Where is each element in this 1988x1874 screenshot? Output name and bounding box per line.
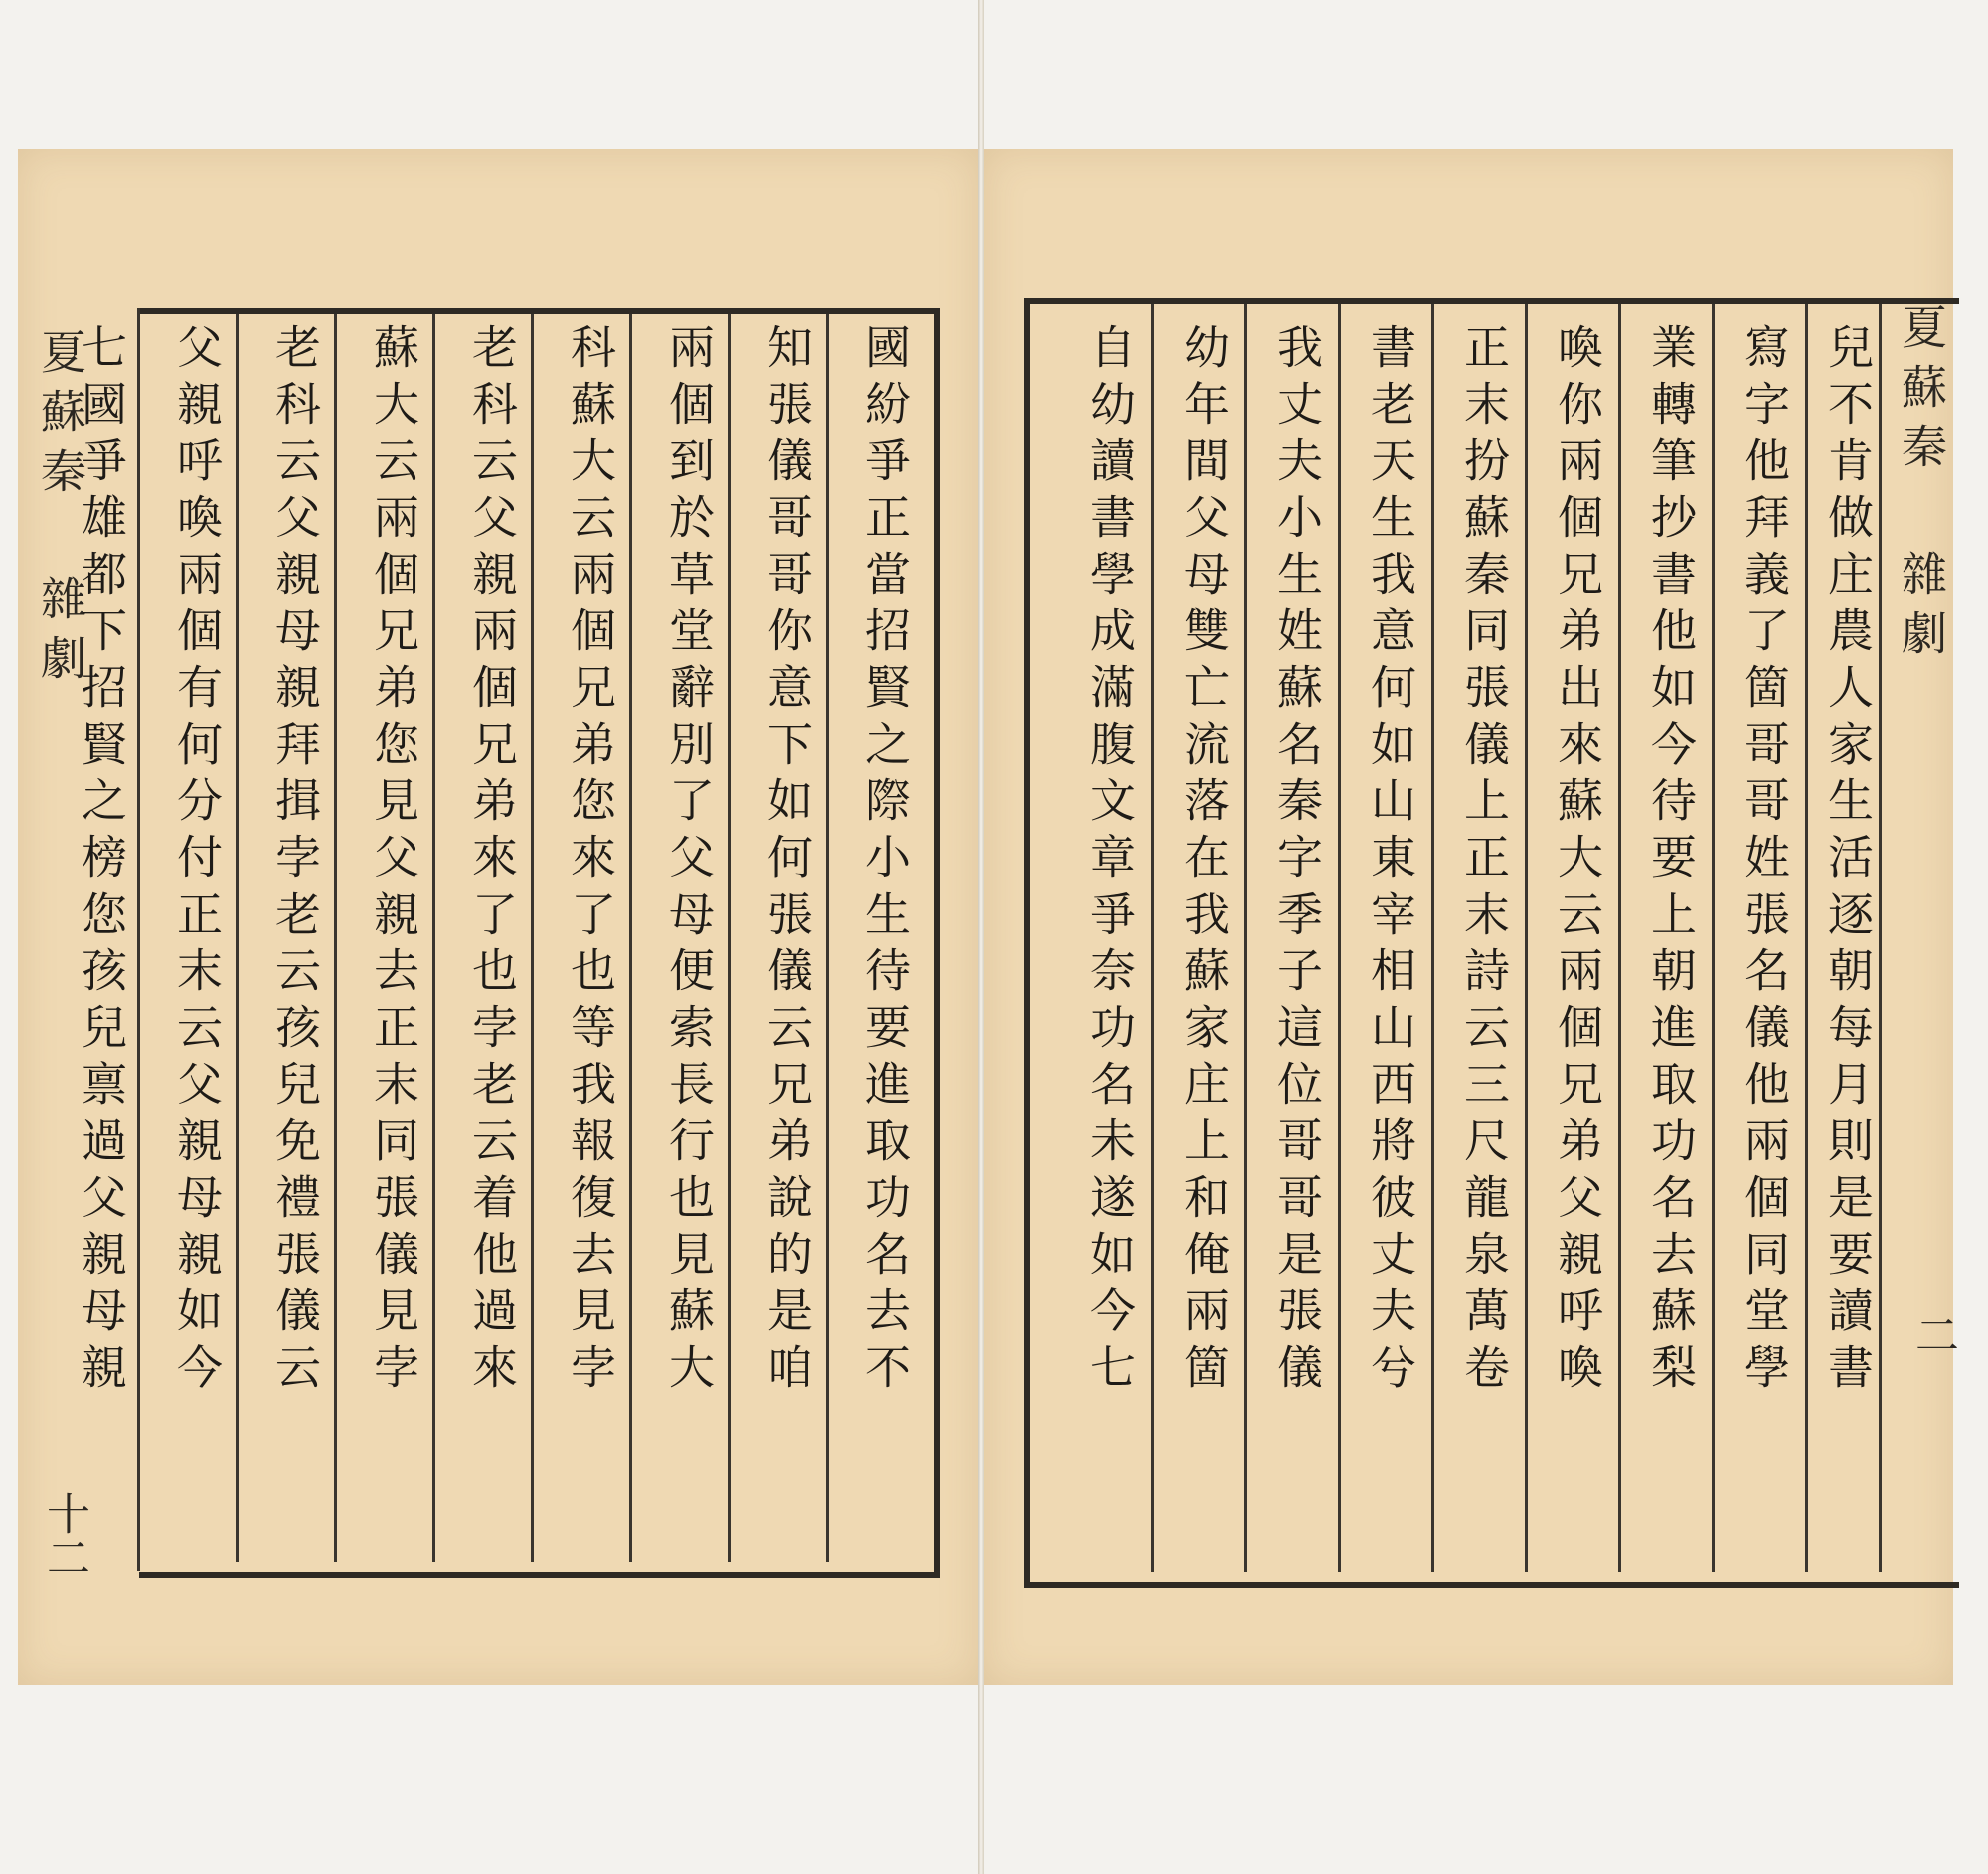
left-folio: 十二 xyxy=(39,1491,89,1579)
left-text-column: 七國爭雄都下招賢之榜您孩兒禀過父親母親 xyxy=(75,323,128,1400)
right-column-rule xyxy=(1712,304,1715,1572)
left-page-frame xyxy=(139,308,940,1578)
right-column-rule xyxy=(1338,304,1341,1572)
right-text-column: 幼年間父母雙亡流落在我蘇家庄上和俺兩箇 xyxy=(1177,323,1231,1400)
right-column-rule xyxy=(1151,304,1154,1572)
left-column-rule xyxy=(728,314,731,1562)
left-text-column: 國紛爭正當招賢之際小生待要進取功名去不 xyxy=(858,323,911,1400)
left-column-rule xyxy=(137,308,140,1571)
left-column-rule xyxy=(334,314,337,1562)
left-column-rule xyxy=(531,314,534,1562)
right-folio: 二 xyxy=(1907,1312,1958,1356)
left-text-column: 科蘇大云兩個兄弟您來了也等我報復去見孛 xyxy=(564,323,617,1400)
right-text-column: 寫字他拜義了箇哥哥姓張名儀他兩個同堂學 xyxy=(1738,323,1791,1400)
left-text-column: 知張儀哥哥你意下如何張儀云兄弟說的是咱 xyxy=(760,323,814,1400)
right-column-rule xyxy=(1805,304,1808,1572)
right-text-column: 自幼讀書學成滿腹文章爭奈功名未遂如今七 xyxy=(1083,323,1137,1400)
left-margin-title: 夏蘇秦 雜劇 xyxy=(34,328,87,694)
left-text-column: 蘇大云兩個兄弟您見父親去正末同張儀見孛 xyxy=(367,323,420,1400)
right-text-column: 書老天生我意何如山東宰相山西將彼丈夫兮 xyxy=(1364,323,1417,1400)
right-text-column: 業轉筆抄書他如今待要上朝進取功名去蘇梨 xyxy=(1644,323,1698,1400)
right-column-rule xyxy=(1618,304,1621,1572)
left-column-rule xyxy=(236,314,239,1562)
left-text-column: 老科云父親母親拜揖孛老云孩兒免禮張儀云 xyxy=(268,323,322,1400)
right-column-rule xyxy=(1244,304,1247,1572)
right-margin-title: 夏蘇秦 雜劇 xyxy=(1895,303,1948,669)
left-text-column: 老科云父親兩個兄弟來了也孛老云着他過來 xyxy=(465,323,519,1400)
left-text-column: 父親呼喚兩個有何分付正末云父親母親如今 xyxy=(170,323,224,1400)
right-text-column: 喚你兩個兄弟出來蘇大云兩個兄弟父親呼喚 xyxy=(1551,323,1604,1400)
left-text-column: 兩個到於草堂辭別了父母便索長行也見蘇大 xyxy=(662,323,716,1400)
right-text-column: 兒不肯做庄農人家生活逐朝每月則是要讀書 xyxy=(1821,323,1875,1400)
right-column-rule xyxy=(1431,304,1434,1572)
left-column-rule xyxy=(432,314,435,1562)
left-column-rule xyxy=(629,314,632,1562)
left-column-rule xyxy=(826,314,829,1562)
right-column-rule xyxy=(1525,304,1528,1572)
right-text-column: 正末扮蘇秦同張儀上正末詩云三尺龍泉萬卷 xyxy=(1457,323,1511,1400)
right-text-column: 我丈夫小生姓蘇名秦字季子這位哥哥是張儀 xyxy=(1270,323,1324,1400)
